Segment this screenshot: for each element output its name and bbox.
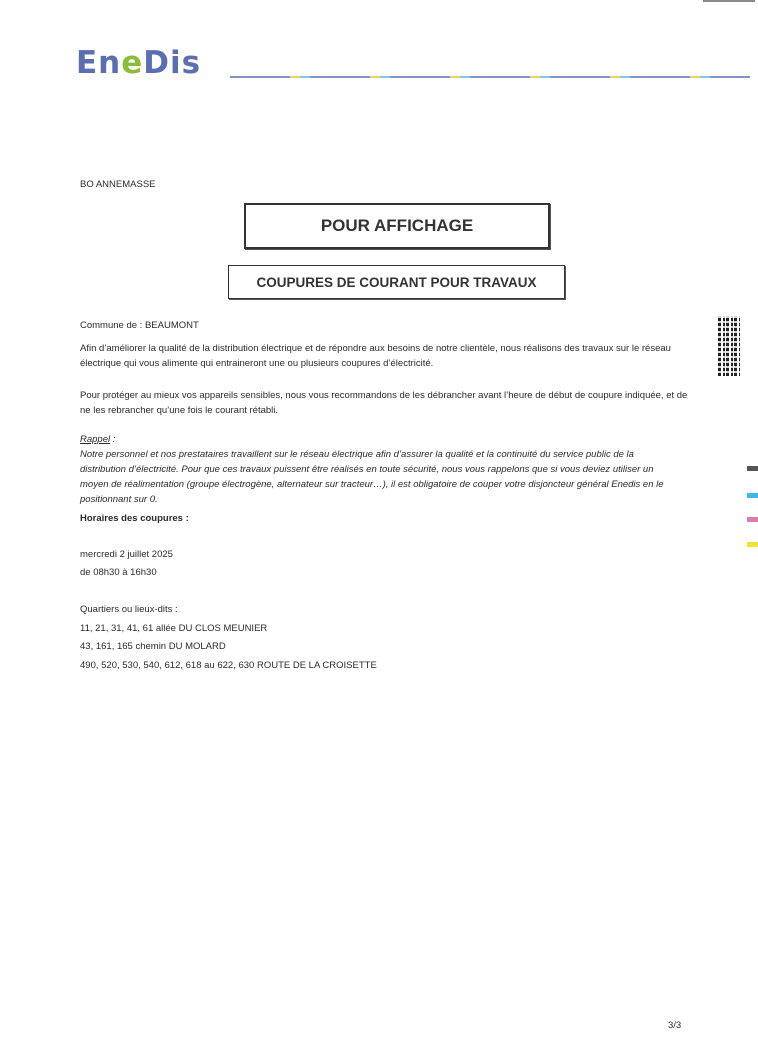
scan-edge-line: [703, 0, 755, 2]
print-mark-black: [747, 466, 758, 471]
list-item: 490, 520, 530, 540, 612, 618 au 622, 630 ROUTE DE LA CROISETTE: [80, 659, 377, 671]
enedis-logo: EneDis: [76, 45, 202, 81]
schedule-block: [80, 546, 173, 582]
subtitle-box: [228, 265, 565, 299]
schedule-time: de 08h30 à 16h30: [80, 567, 157, 578]
paragraph-intro: Afin d’améliorer la qualité de la distribution électrique et de répondre aux besoins de notre clientèle, nous réalisons des travaux sur le réseau électrique qui vous alimente qui entraineront une ou plusieurs coupures d’électricité.: [80, 343, 671, 369]
rappel-text: Notre personnel et nos prestataires travaillent sur le réseau électrique afin d’assurer la qualité et la continuité du service public de la distribution d’électricité. Pour que ces travaux puissent être réalisés en toute sécurité, nous vous rappelons que si vous deviez utiliser un moyen de réalimentation (groupe électrogène, alternateur sur tracteur…), il est obligatoire de couper votre disjoncteur général Enedis en le positionnant sur 0.: [80, 449, 664, 505]
title-box: [244, 203, 550, 249]
rappel-label: Rappel: [80, 434, 111, 445]
print-mark-cyan: [747, 493, 758, 498]
commune: Commune de : BEAUMONT: [80, 320, 199, 331]
horaires-title: Horaires des coupures :: [80, 513, 189, 524]
qr-code-icon: [718, 316, 740, 376]
schedule-date: mercredi 2 juillet 2025: [80, 549, 173, 560]
subtitle-text: COUPURES DE COURANT POUR TRAVAUX: [256, 274, 537, 290]
print-mark-magenta: [747, 517, 758, 522]
agency-name: BO ANNEMASSE: [80, 179, 156, 190]
list-item: 43, 161, 165 chemin DU MOLARD: [80, 641, 226, 652]
page-number: 3/3: [668, 1020, 682, 1031]
paragraph-protect: Pour protéger au mieux vos appareils sensibles, nous vous recommandons de les débrancher avant l’heure de début de coupure indiquée, et de ne les rebrancher qu’une fois le courant rétabli.: [80, 390, 688, 416]
print-mark-yellow: [747, 542, 758, 547]
quartiers-title: Quartiers ou lieux-dits :: [80, 604, 178, 615]
title-text: POUR AFFICHAGE: [320, 216, 474, 235]
rappel-block: Rappel : Notre personnel et nos prestataires travaillent sur le réseau électrique afin d’assurer la qualité et la continuité du service public de la distribution d’électricité. Pour que ces travaux puissent être réalisés en toute sécurité, nous vous rappelons que si vous deviez utiliser un moyen de réalimentation (groupe électrogène, alternateur sur tracteur…), il est obligatoire de couper votre disjoncteur général Enedis en le positionnant sur 0.: [80, 432, 688, 507]
list-item: 11, 21, 31, 41, 61 allée DU CLOS MEUNIER: [80, 622, 268, 634]
locations-block: [80, 601, 377, 675]
header-divider: [230, 76, 750, 78]
